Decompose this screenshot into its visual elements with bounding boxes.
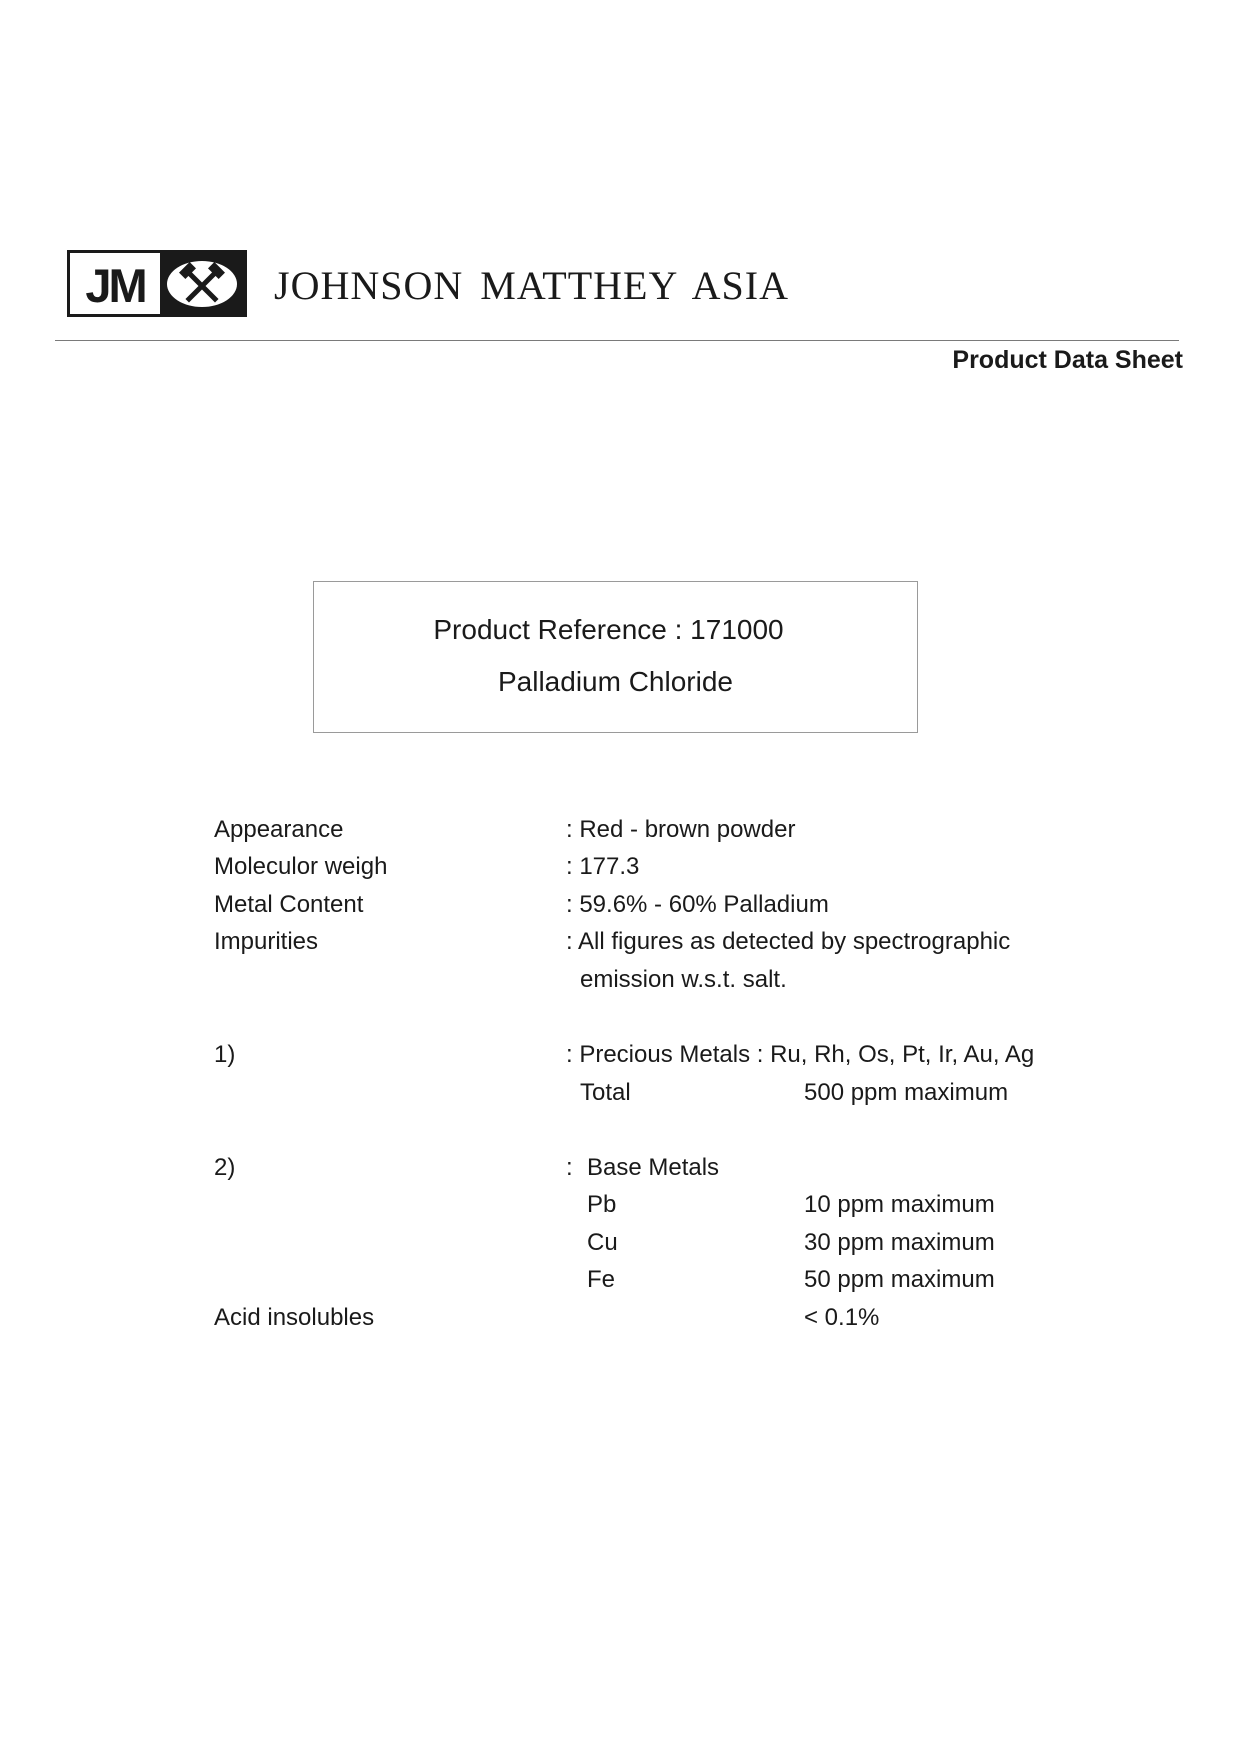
spec-value-appearance: : Red - brown powder (566, 816, 796, 843)
document-type: Product Data Sheet (952, 346, 1183, 374)
company-logo (67, 250, 247, 317)
base-metals-index: 2) (214, 1154, 236, 1181)
header-divider (55, 340, 1179, 341)
crossed-hammers-icon (163, 257, 241, 311)
base-metal-limit: 10 ppm maximum (804, 1191, 995, 1218)
base-metal-element: Pb (587, 1191, 617, 1218)
spec-value-molecular-weight: : 177.3 (566, 853, 640, 880)
product-reference: Product Reference : 171000 (433, 614, 784, 645)
logo-emblem (160, 253, 244, 314)
spec-label-molecular-weight: Moleculor weigh (214, 853, 388, 880)
spec-label-metal-content: Metal Content (214, 891, 364, 918)
spec-value-acid-insolubles: < 0.1% (804, 1304, 880, 1331)
spec-value-impurities-line1: : All figures as detected by spectrographic (566, 928, 1011, 955)
spec-label-impurities: Impurities (214, 928, 319, 955)
precious-metals-total-label: Total (580, 1079, 631, 1106)
base-metals-heading: Base Metals (587, 1154, 720, 1181)
base-metal-limit: 30 ppm maximum (804, 1229, 995, 1256)
base-metal-limit: 50 ppm maximum (804, 1266, 995, 1293)
spec-value-metal-content: : 59.6% - 60% Palladium (566, 891, 829, 918)
spec-value-impurities-line2: emission w.s.t. salt. (580, 966, 787, 993)
base-metal-element: Cu (587, 1229, 618, 1256)
product-name: Palladium Chloride (497, 666, 733, 697)
base-metal-element: Fe (587, 1266, 616, 1293)
product-reference-box (313, 581, 918, 733)
precious-metals-total-value: 500 ppm maximum (804, 1079, 1009, 1106)
logo-letters: JM (85, 259, 145, 312)
company-name: JOHNSON MATTHEY ASIA (274, 263, 789, 308)
precious-metals-heading: : Precious Metals : Ru, Rh, Os, Pt, Ir, Au, Ag (566, 1041, 1035, 1068)
base-metals-colon: : (566, 1154, 573, 1181)
precious-metals-index: 1) (214, 1041, 236, 1068)
spec-label-appearance: Appearance (214, 816, 344, 843)
spec-label-acid-insolubles: Acid insolubles (214, 1304, 375, 1331)
